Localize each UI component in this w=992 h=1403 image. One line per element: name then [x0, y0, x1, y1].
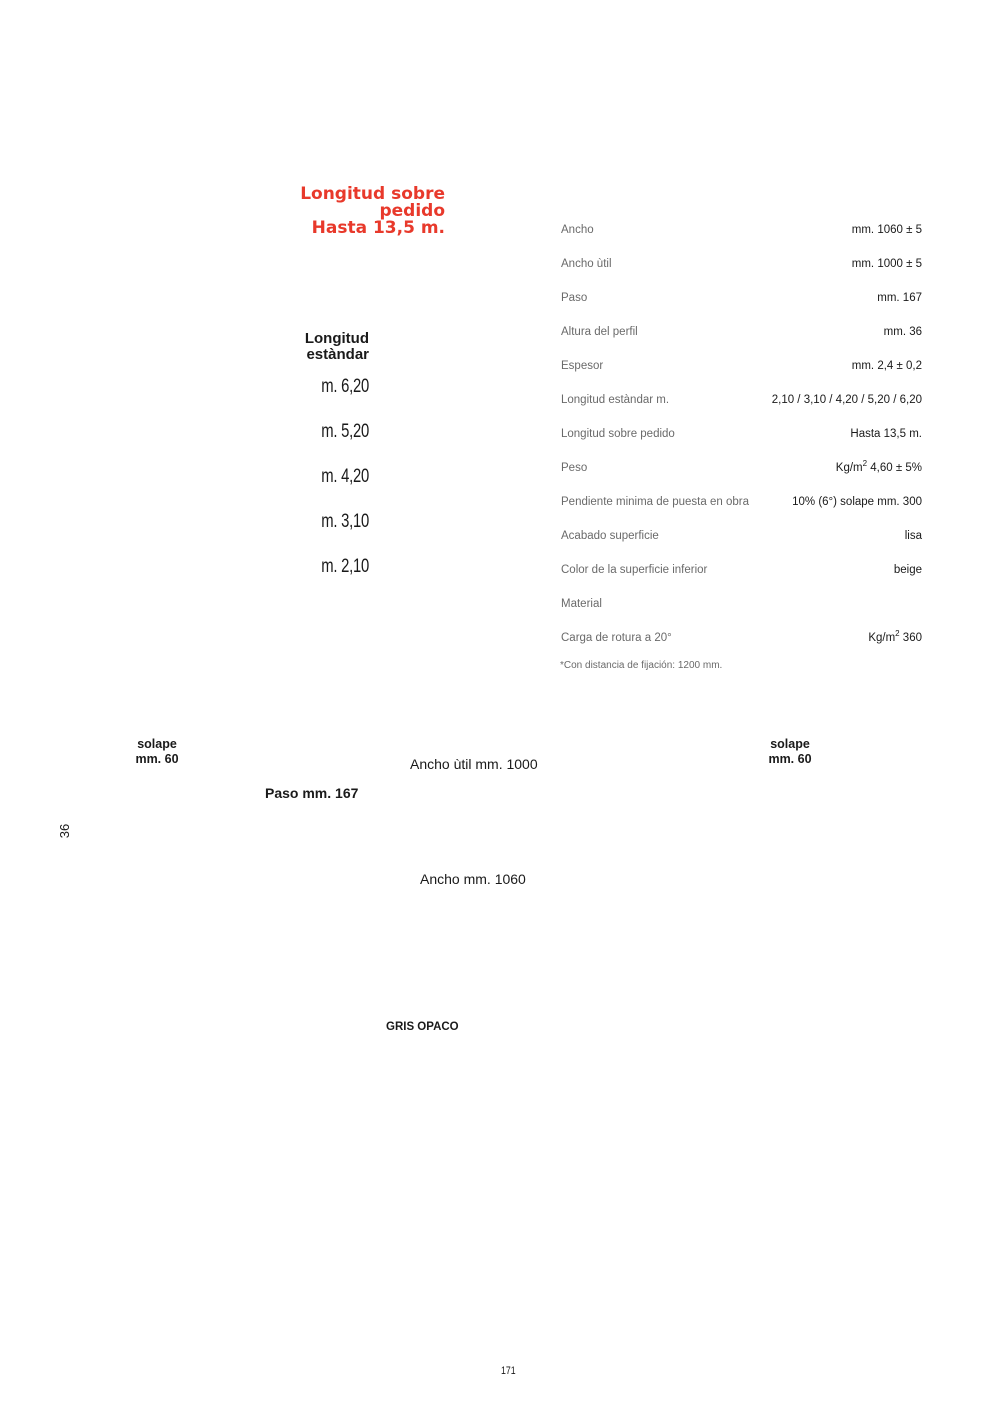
spec-label: Carga de rotura a 20° — [561, 632, 672, 644]
spec-value: mm. 167 — [877, 292, 922, 304]
unit-superscript: 2 — [862, 459, 868, 469]
spec-label: Material — [561, 598, 602, 610]
value-text: 4,60 ± 5% — [867, 462, 922, 474]
page-number: 171 — [501, 1365, 516, 1377]
spec-label: Pendiente minima de puesta en obra — [561, 496, 749, 508]
spec-label: Longitud estàndar m. — [561, 394, 670, 406]
solape-left-label — [117, 737, 197, 767]
color-name: GRIS OPACO — [386, 1021, 459, 1033]
spec-row — [561, 451, 922, 485]
spec-label: Color de la superficie inferior — [561, 564, 708, 576]
spec-row — [561, 621, 922, 655]
standard-length-heading — [249, 331, 369, 363]
unit-superscript: 2 — [895, 629, 900, 639]
pitch-dimension: Paso mm. 167 — [265, 785, 359, 801]
length-item: m. 4,20 — [321, 466, 369, 487]
spec-row — [561, 553, 922, 587]
length-item: m. 2,10 — [321, 556, 369, 577]
order-length-line-3: Hasta 13,5 m. — [311, 218, 445, 238]
spec-value: 2,10 / 3,10 / 4,20 / 5,20 / 6,20 — [771, 394, 922, 406]
useful-width-dimension: Ancho ùtil mm. 1000 — [410, 756, 538, 772]
spec-label: Longitud sobre pedido — [561, 428, 675, 440]
spec-label: Paso — [561, 292, 588, 304]
spec-value — [836, 451, 922, 485]
spec-value: lisa — [904, 530, 922, 542]
spec-value: mm. 1000 ± 5 — [851, 258, 922, 270]
spec-table — [561, 213, 922, 655]
spec-row — [561, 349, 922, 383]
spec-value — [868, 621, 922, 655]
length-item: m. 5,20 — [321, 421, 369, 442]
spec-row — [561, 519, 922, 553]
spec-row — [561, 281, 922, 315]
length-item: m. 3,10 — [321, 511, 369, 532]
spec-row — [561, 587, 922, 621]
unit-text: Kg/m — [835, 462, 863, 474]
solape-left-line-2: mm. 60 — [135, 752, 179, 766]
spec-row — [561, 417, 922, 451]
standard-length-line-1: Longitud — [304, 330, 369, 347]
value-text: 360 — [899, 632, 922, 644]
spec-label: Acabado superficie — [561, 530, 659, 542]
spec-row — [561, 485, 922, 519]
spec-label: Altura del perfil — [561, 326, 638, 338]
solape-right-line-1: solape — [770, 737, 810, 751]
spec-value: Hasta 13,5 m. — [850, 428, 922, 440]
spec-value: 10% (6°) solape mm. 300 — [792, 496, 922, 508]
spec-value: mm. 2,4 ± 0,2 — [851, 360, 922, 372]
spec-value: mm. 1060 ± 5 — [851, 224, 922, 236]
spec-label: Ancho ùtil — [561, 258, 612, 270]
spec-label: Ancho — [561, 224, 594, 236]
order-length-title — [245, 186, 445, 237]
unit-text: Kg/m — [868, 632, 896, 644]
height-dimension: 36 — [57, 823, 72, 839]
spec-row — [561, 213, 922, 247]
order-length-line-2: pedido — [379, 201, 445, 221]
solape-right-line-2: mm. 60 — [768, 752, 812, 766]
spec-row — [561, 247, 922, 281]
spec-label: Peso — [561, 462, 588, 474]
standard-length-list — [249, 376, 369, 601]
standard-length-line-2: estàndar — [306, 346, 369, 363]
solape-left-line-1: solape — [137, 737, 177, 751]
spec-row — [561, 383, 922, 417]
footnote: *Con distancia de fijación: 1200 mm. — [560, 660, 723, 671]
width-dimension: Ancho mm. 1060 — [420, 871, 526, 887]
spec-value: beige — [893, 564, 922, 576]
spec-row — [561, 315, 922, 349]
length-item: m. 6,20 — [321, 376, 369, 397]
spec-label: Espesor — [561, 360, 604, 372]
order-length-line-1: Longitud sobre — [300, 184, 445, 204]
solape-right-label — [750, 737, 830, 767]
spec-value: mm. 36 — [883, 326, 922, 338]
